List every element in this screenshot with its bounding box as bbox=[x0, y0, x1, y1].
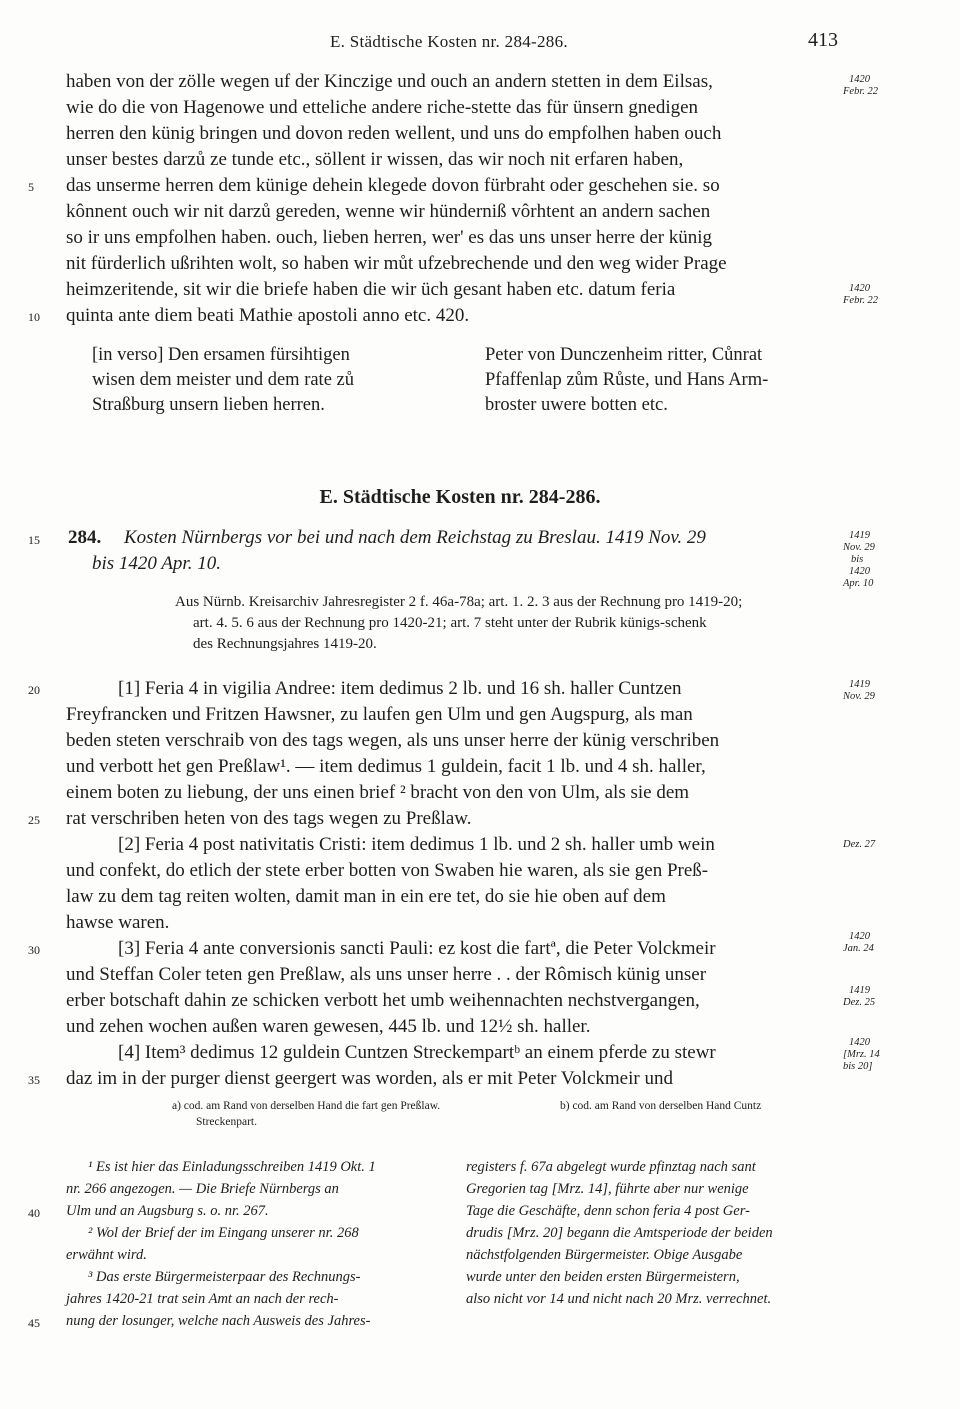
running-head bbox=[0, 29, 960, 56]
source-line: Aus Nürnb. Kreisarchiv Jahresregister 2 f. 46a-78a; art. 1. 2. 3 aus der Rechnung pro 1419-20; bbox=[175, 594, 743, 610]
source-line: des Rechnungsjahres 1419-20. bbox=[193, 636, 377, 652]
entry-line: [3] Feria 4 ante conversionis sancti Pauli: ez kost die fartª, die Peter Volckmeir bbox=[118, 938, 716, 959]
entry-number: 284. bbox=[68, 527, 102, 548]
margin-date: 1420 Jan. 24 bbox=[843, 931, 874, 954]
line-number: 20 bbox=[28, 683, 40, 697]
entry-line: erber botschaft dahin ze schicken verbott het umb weihennachten nechstvergangen, bbox=[66, 990, 700, 1011]
margin-date: 1419 Nov. 29 bbox=[843, 679, 875, 702]
letter-line: unser bestes darzů ze tunde etc., söllent ir wissen, das wir noch nit erfaren haben, bbox=[66, 149, 684, 170]
margin-date: Dez. 27 bbox=[843, 839, 876, 850]
page-number: 413 bbox=[808, 29, 838, 51]
line-number: 30 bbox=[28, 943, 40, 957]
footnote-line: drudis [Mrz. 20] begann die Amtsperiode der beiden bbox=[466, 1225, 773, 1241]
entry-line: und zehen wochen außen waren gewesen, 445 lb. und 12½ sh. haller. bbox=[66, 1016, 591, 1037]
textual-note-a-cont: Streckenpart. bbox=[196, 1116, 257, 1128]
address-line: Straßburg unsern lieben herren. bbox=[92, 395, 325, 415]
source-line: art. 4. 5. 6 aus der Rechnung pro 1420-21; art. 7 steht unter der Rubrik künigs-schenk bbox=[193, 615, 707, 631]
address-line: wisen dem meister und dem rate zů bbox=[92, 370, 354, 390]
footnote-line: nächstfolgenden Bürgermeister. Obige Ausgabe bbox=[466, 1247, 743, 1263]
footnote-line: nr. 266 angezogen. — Die Briefe Nürnbergs an bbox=[66, 1181, 339, 1197]
address-line: [in verso] Den ersamen fürsihtigen bbox=[92, 345, 350, 365]
line-number: 15 bbox=[28, 533, 40, 547]
line-number: 5 bbox=[28, 180, 34, 194]
footnote-line: jahres 1420-21 trat sein Amt an nach der rech- bbox=[66, 1291, 339, 1307]
line-number: 35 bbox=[28, 1073, 40, 1087]
line-number: 10 bbox=[28, 310, 40, 324]
address-line: Peter von Dunczenheim ritter, Cůnrat bbox=[485, 345, 763, 365]
entry-title-cont: bis 1420 Apr. 10. bbox=[92, 553, 221, 574]
margin-date: 1419 Nov. 29 bis 1420 Apr. 10 bbox=[843, 530, 875, 589]
letter-line: wie do die von Hagenowe und etteliche andere riche-stette das für ünsern gnedigen bbox=[66, 97, 699, 118]
footnote-line: Ulm und an Augsburg s. o. nr. 267. bbox=[66, 1203, 269, 1219]
margin-date: 1419 Dez. 25 bbox=[843, 985, 876, 1008]
entry-line: law zu dem tag reiten wolten, damit man in ein ere tet, do sie hie oben auf dem bbox=[66, 886, 666, 907]
footnote-line: ¹ Es ist hier das Einladungsschreiben 1419 Okt. 1 bbox=[88, 1159, 376, 1175]
entry-line: rat verschriben heten von des tags wegen zu Preßlaw. bbox=[66, 808, 472, 829]
letter-line: kônnent ouch wir nit darzů gereden, wenne wir hünderniß vôrhtent an andern sachen bbox=[66, 201, 711, 222]
margin-date: 1420 [Mrz. 14 bis 20] bbox=[843, 1037, 880, 1072]
entry-line: und verbott het gen Preßlaw¹. — item dedimus 1 guldein, facit 1 lb. und 4 sh. haller, bbox=[66, 756, 706, 777]
letter-line: so ir uns empfolhen haben. ouch, lieben herren, wer' es das uns unser herre der künig bbox=[66, 227, 713, 248]
letter-line: quinta ante diem beati Mathie apostoli anno etc. 420. bbox=[66, 305, 470, 326]
letter-line: heimzeritende, sit wir die briefe haben die wir üch gesant haben etc. datum feria bbox=[66, 279, 676, 300]
letter-line: nit fürderlich ußrihten wolt, so haben wir můt ufzebrechende und den weg wider Prage bbox=[66, 253, 727, 274]
entry-line: beden steten verschraib von des tags wegen, als uns unser herre der künig verschriben bbox=[66, 730, 720, 751]
entry-line: [4] Item³ dedimus 12 guldein Cuntzen Streckempartᵇ an einem pferde zu stewr bbox=[118, 1042, 716, 1063]
footnote-line: erwähnt wird. bbox=[66, 1247, 147, 1263]
entry-line: Freyfrancken und Fritzen Hawsner, zu laufen gen Ulm und gen Augspurg, als man bbox=[66, 704, 693, 725]
margin-date: 1420 Febr. 22 bbox=[843, 283, 878, 306]
footnote-line: wurde unter den beiden ersten Bürgermeistern, bbox=[466, 1269, 740, 1285]
entry-line: und Steffan Coler teten gen Preßlaw, als uns unser herre . . der Rômisch künig unser bbox=[66, 964, 707, 985]
line-number: 40 bbox=[28, 1206, 40, 1220]
letter-line: herren den künig bringen und dovon reden wellent, und uns do empfolhen haben ouch bbox=[66, 123, 722, 144]
entry-line: daz im in der purger dienst geergert was worden, als er mit Peter Volckmeir und bbox=[66, 1068, 673, 1089]
address-line: broster uwere botten etc. bbox=[485, 395, 668, 415]
entry-line: [2] Feria 4 post nativitatis Cristi: item dedimus 1 lb. und 2 sh. haller umb wein bbox=[118, 834, 715, 855]
line-number: 45 bbox=[28, 1316, 40, 1330]
footnote-line: ³ Das erste Bürgermeisterpaar des Rechnungs- bbox=[88, 1269, 361, 1285]
textual-note-b: b) cod. am Rand von derselben Hand Cuntz bbox=[560, 1100, 762, 1112]
address-line: Pfaffenlap zům Růste, und Hans Arm- bbox=[485, 370, 769, 390]
textual-note-a: a) cod. am Rand von derselben Hand die fart gen Preßlaw. bbox=[172, 1100, 441, 1112]
letter-line: haben von der zölle wegen uf der Kinczige und ouch an andern stetten in dem Eilsas, bbox=[66, 71, 713, 92]
footnote-line: nung der losunger, welche nach Ausweis des Jahres- bbox=[66, 1313, 371, 1329]
running-head-title: E. Städtische Kosten nr. 284-286. bbox=[330, 32, 568, 51]
footnote-line: also nicht vor 14 und nicht nach 20 Mrz. verrechnet. bbox=[466, 1291, 772, 1307]
section-heading: E. Städtische Kosten nr. 284-286. bbox=[319, 486, 601, 508]
footnote-line: registers f. 67a abgelegt wurde pfinztag nach sant bbox=[466, 1159, 756, 1175]
footnote-line: Tage die Geschäfte, denn schon feria 4 post Ger- bbox=[466, 1203, 750, 1219]
footnote-line: ² Wol der Brief der im Eingang unserer nr. 268 bbox=[88, 1225, 359, 1241]
letter-line: das unserme herren dem künige dehein klegede dovon fürbraht oder geschehen sie. so bbox=[66, 175, 720, 196]
line-number: 25 bbox=[28, 813, 40, 827]
entry-line: und confekt, do etlich der stete erber botten von Swaben hie waren, als sie gen Preß- bbox=[66, 860, 709, 881]
entry-line: einem boten zu liebung, der uns einen brief ² bracht von den von Ulm, als sie dem bbox=[66, 782, 690, 803]
entry-line: hawse waren. bbox=[66, 912, 170, 933]
margin-date: 1420 Febr. 22 bbox=[843, 74, 878, 97]
footnote-line: Gregorien tag [Mrz. 14], führte aber nur wenige bbox=[466, 1181, 749, 1197]
entry-title: Kosten Nürnbergs vor bei und nach dem Reichstag zu Breslau. 1419 Nov. 29 bbox=[124, 527, 706, 548]
entry-line: [1] Feria 4 in vigilia Andree: item dedimus 2 lb. und 16 sh. haller Cuntzen bbox=[118, 678, 682, 699]
